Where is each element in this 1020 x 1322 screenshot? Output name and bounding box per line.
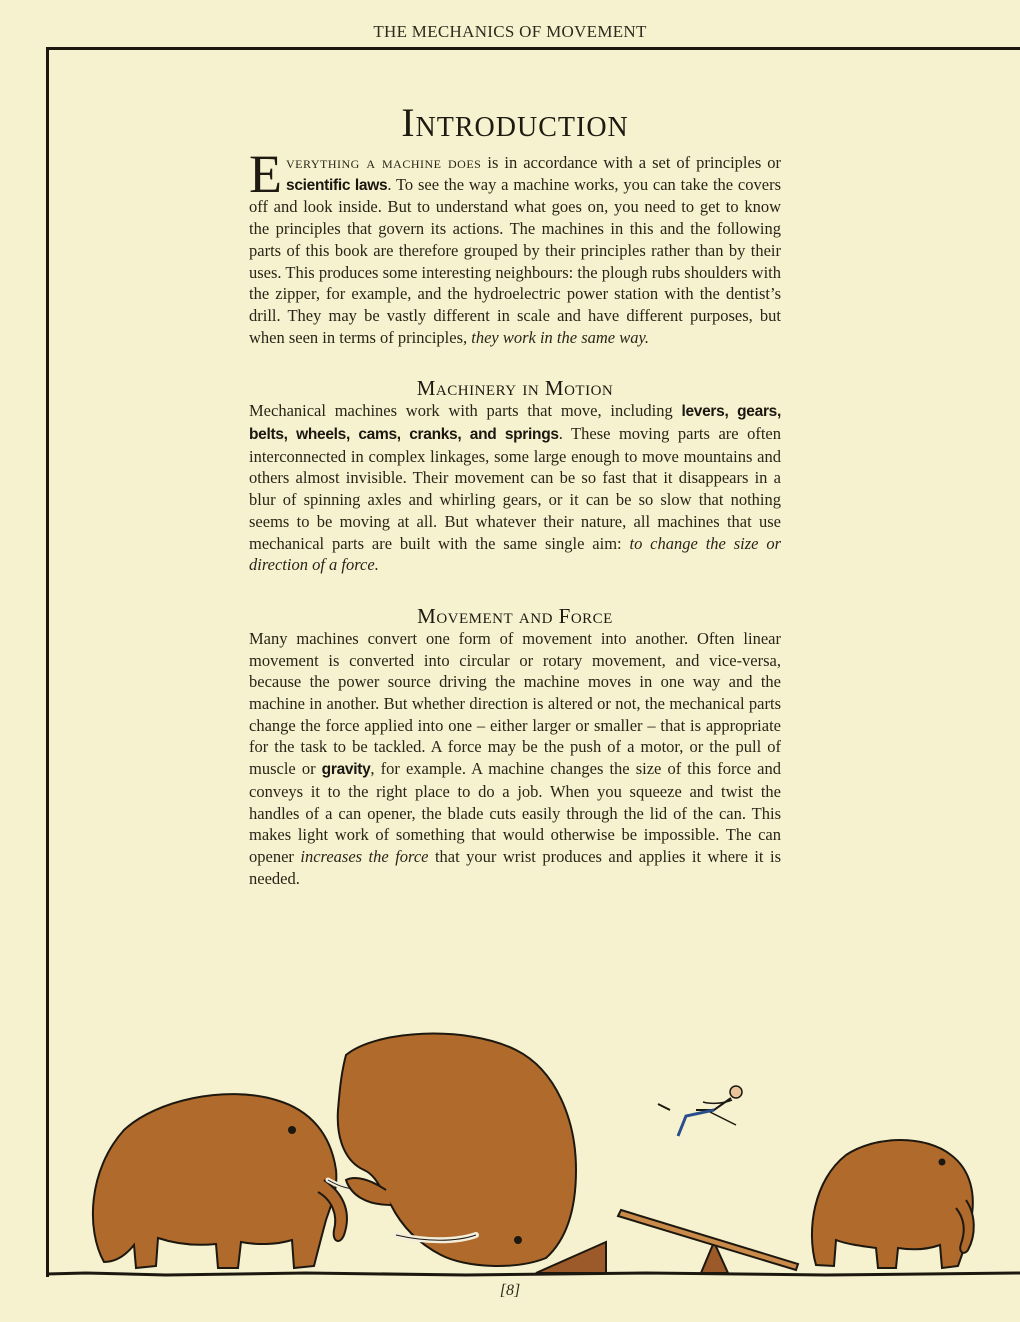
intro-paragraph [249,144,781,348]
intro-lead-in: verything a machine does [286,153,482,172]
flying-person-drawing [658,1086,742,1136]
right-mammoth-drawing [812,1140,974,1268]
machinery-emphasis: to change the size or direction of a force. [249,533,781,575]
machinery-paragraph [249,400,781,576]
term-scientific-laws: scientific laws [286,176,388,194]
intro-text-2: . To see the way a machine works, you can take the covers off and look inside. But to understand what goes on, you need to get to know the principles that govern its actions. The machines in this and the following parts of this book are therefore grouped by their principles rather than by their uses. This produces some interesting neighbours: the plough rubs shoulders with the zipper, for example, and the hydroelectric power station with the dentist’s drill. They may be vastly different in scale and have different purposes, but when seen in terms of principles, [249,174,781,347]
heading-movement-and-force: Movement and Force [417,603,613,628]
machinery-text-1: Mechanical machines work with parts that move, including [249,401,682,421]
left-mammoth-drawing [93,1094,364,1268]
intro-text-1: is in accordance with a set of principles or [481,153,781,172]
page-number: [8] [499,1282,521,1299]
heading-machinery-in-motion: Machinery in Motion [416,376,614,401]
ground-line [46,1273,1020,1275]
mammoth-seesaw-illustration [46,1030,1020,1280]
drop-cap: E [249,144,282,204]
force-paragraph [249,628,781,889]
force-emphasis: increases the force [300,846,429,866]
main-text-column [249,100,781,889]
page-title: Introduction [401,100,629,145]
intro-emphasis: they work in the same way. [471,327,650,347]
force-text-3: that your wrist produces and applies it where it is needed. [249,846,781,888]
big-mammoth-drawing [338,1034,576,1266]
running-head: THE MECHANICS OF MOVEMENT [373,22,647,41]
force-text-2: , for example. A machine changes the size of this force and conveys it to the right place to do a job. When you squeeze and twist the handles of a can opener, the blade cuts easily through the lid of the can. This makes light work of something that would otherwise be impossible. The can opener [249,759,782,866]
term-gravity: gravity [321,761,371,779]
force-text-1: Many machines convert one form of movement into another. Often linear movement is converted into circular or rotary movement, and vice-versa, because the power source driving the machine moves in one way and the machine in another. But whether direction is altered or not, the mechanical parts change the force applied into one – either larger or smaller – that is appropriate for the task to be tackled. A force may be the push of a motor, or the pull of muscle or [249,628,781,779]
term-moving-parts: levers, gears, belts, wheels, cams, cranks, and springs [249,403,781,444]
machinery-text-2: . These moving parts are often interconnected in complex linkages, some large enough to move mountains and others almost invisible. Their movement can be so fast that it disappears in a blur of spinning axles and whirling gears, or it can be so slow that nothing seems to be moving at all. But whatever their nature, all machines that use mechanical parts are built with the same single aim: [249,424,781,553]
